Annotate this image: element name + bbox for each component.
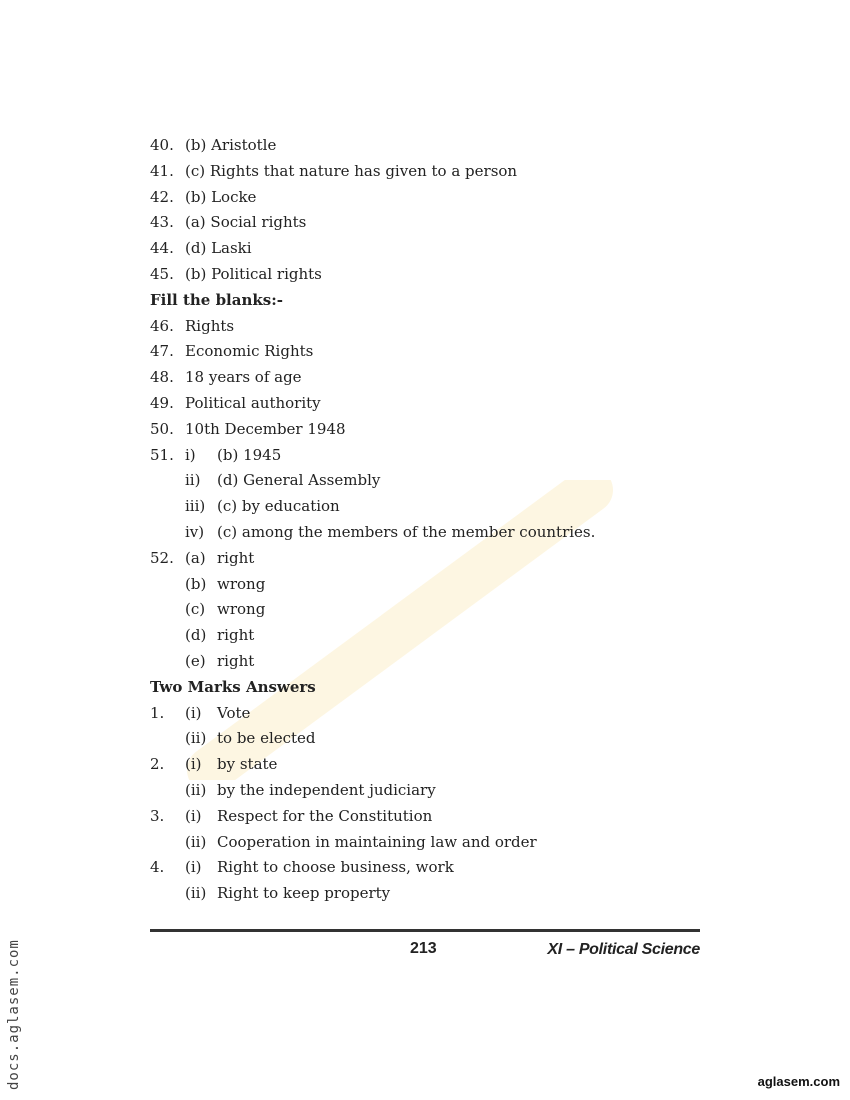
answer-text: (b) Locke: [185, 187, 257, 206]
question-number: 41.: [150, 161, 174, 180]
question-number: 4.: [150, 858, 165, 877]
answer-text: by the independent judiciary: [217, 781, 436, 799]
answer-text: right: [217, 652, 255, 670]
sub-label: i): [185, 445, 196, 464]
answer-text: Economic Rights: [185, 342, 314, 361]
footer-rule: [150, 929, 700, 932]
question-number: 1.: [150, 703, 165, 722]
question-number: 52.: [150, 548, 174, 567]
sub-label: (b): [185, 574, 207, 593]
answer-text: (c) Rights that nature has given to a person: [185, 161, 518, 180]
sub-label: iv): [185, 523, 205, 541]
answer-text: (b) Political rights: [185, 265, 322, 283]
sub-label: (a): [185, 548, 206, 567]
sub-label: (i): [185, 806, 202, 825]
side-url: docs.aglasem.com: [6, 939, 22, 1090]
heading-text: Fill the blanks:-: [150, 290, 283, 309]
answer-text: wrong: [217, 600, 266, 619]
answer-text: (b) Aristotle: [185, 136, 277, 154]
answer-text: by state: [217, 755, 278, 774]
footer-title: XI – Political Science: [547, 941, 700, 958]
question-number: 46.: [150, 316, 174, 335]
answer-text: (b) 1945: [217, 445, 282, 464]
question-number: 51.: [150, 445, 174, 464]
question-number: 2.: [150, 755, 165, 774]
answer-text: Vote: [217, 703, 251, 722]
sub-label: ii): [185, 471, 201, 490]
sub-label: iii): [185, 497, 206, 516]
answer-text: Right to keep property: [217, 884, 391, 903]
heading-text: Two Marks Answers: [150, 677, 316, 696]
question-number: 42.: [150, 187, 174, 206]
answer-text: Respect for the Constitution: [217, 806, 433, 825]
sub-label: (ii): [185, 884, 207, 903]
sub-label: (ii): [185, 781, 207, 799]
question-number: 48.: [150, 368, 174, 387]
answer-text: right: [217, 548, 255, 567]
question-number: 50.: [150, 419, 174, 438]
answer-text: right: [217, 626, 255, 645]
answer-text: Right to choose business, work: [217, 858, 454, 877]
sub-label: (ii): [185, 729, 207, 748]
sub-label: (i): [185, 703, 202, 722]
question-number: 45.: [150, 265, 174, 283]
page-number: 213: [410, 940, 437, 957]
sub-label: (i): [185, 755, 202, 774]
question-number: 44.: [150, 239, 174, 258]
sub-label: (c): [185, 600, 206, 619]
question-number: 3.: [150, 806, 165, 825]
answer-text: 18 years of age: [185, 368, 302, 387]
sub-label: (e): [185, 652, 206, 670]
answer-text: Cooperation in maintaining law and order: [217, 832, 537, 851]
sub-label: (i): [185, 858, 202, 877]
answer-text: (d) Laski: [185, 239, 252, 258]
answer-text: 10th December 1948: [185, 419, 346, 438]
question-number: 47.: [150, 342, 174, 361]
answer-text: Rights: [185, 316, 235, 335]
question-number: 49.: [150, 394, 174, 412]
question-number: 40.: [150, 136, 174, 154]
answer-text: wrong: [217, 574, 266, 593]
answer-text: (c) by education: [217, 497, 340, 516]
corner-url: aglasem.com: [757, 1074, 840, 1089]
answer-text: (c) among the members of the member countries.: [217, 523, 596, 541]
answer-text: (d) General Assembly: [217, 471, 381, 490]
question-number: 43.: [150, 213, 174, 232]
sub-label: (ii): [185, 832, 207, 851]
answer-text: (a) Social rights: [185, 213, 307, 232]
sub-label: (d): [185, 626, 207, 645]
answer-text: to be elected: [217, 729, 316, 748]
answer-text: Political authority: [185, 394, 321, 412]
